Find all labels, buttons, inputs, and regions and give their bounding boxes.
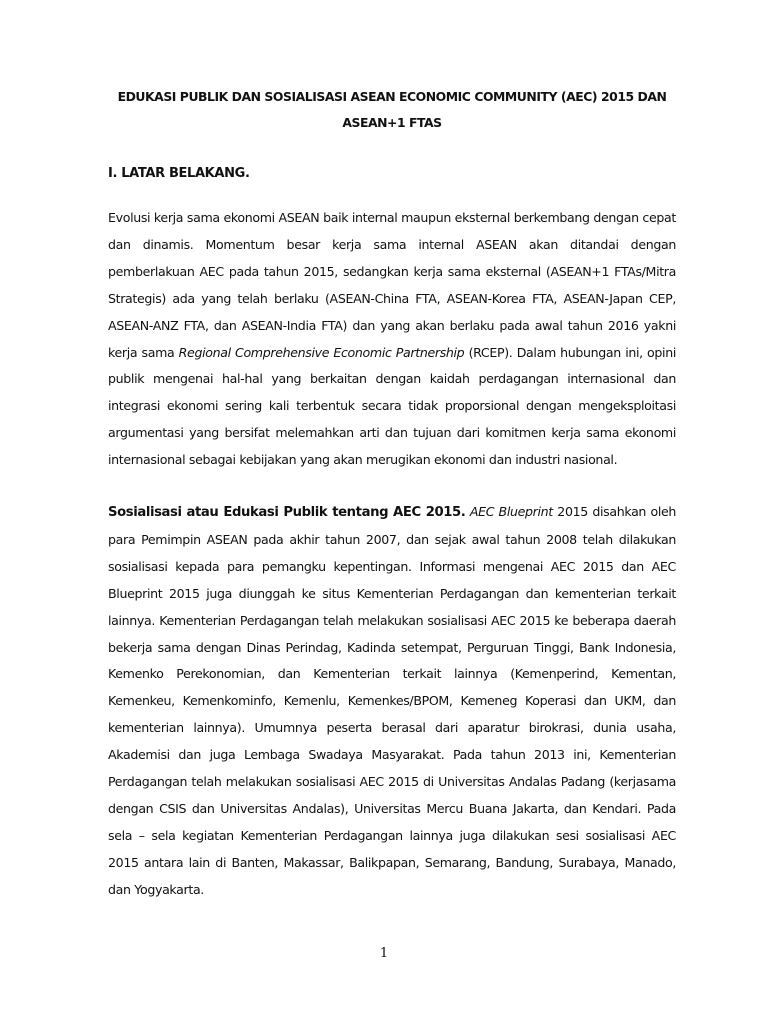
paragraph-background bbox=[108, 205, 676, 474]
run-in-heading: Sosialisasi atau Edukasi Publik tentang AEC 2015. bbox=[108, 505, 466, 520]
paragraph-2-italic-term: AEC Blueprint bbox=[469, 504, 553, 519]
paragraph-1-text-b: (RCEP). Dalam hubungan ini, opini publik mengenai hal-hal yang berkaitan dengan kaidah perdagangan internasional dan integrasi ekonomi sering kali terbentuk secara tidak proporsional dengan mengeksploitasi argumentasi yang bersifat melemahkan arti dan tujuan dari komitmen kerja sama ekonomi internasional sebagai kebijakan yang akan merugikan ekonomi dan industri nasional. bbox=[108, 344, 676, 468]
paragraph-2-text: 2015 disahkan oleh para Pemimpin ASEAN pada akhir tahun 2007, dan sejak awal tahun 2008 telah dilakukan sosialisasi kepada para pemangku kepentingan. Informasi mengenai AEC 2015 dan AEC Blueprint 2015 juga diunggah ke situs Kementerian Perdagangan dan kementerian terkait lainnya. Kementerian Perdagangan telah melakukan sosialisasi AEC 2015 ke beberapa daerah bekerja sama dengan Dinas Perindag, Kadinda setempat, Perguruan Tinggi, Bank Indonesia, Kemenko Perekonomian, dan Kementerian terkait lainnya (Kemenperind, Kementan, Kemenkeu, Kemenkominfo, Kemenlu, Kemenkes/BPOM, Kemeneg Koperasi dan UKM, dan kementerian lainnya). Umumnya peserta berasal dari aparatur birokrasi, dunia usaha, Akademisi dan juga Lembaga Swadaya Masyarakat. Pada tahun 2013 ini, Kementerian Perdagangan telah melakukan sosialisasi AEC 2015 di Universitas Andalas Padang (kerjasama dengan CSIS dan Universitas Andalas), Universitas Mercu Buana Jakarta, dan Kendari. Pada sela – sela kegiatan Kementerian Perdagangan lainnya juga dilakukan sesi sosialisasi AEC 2015 antara lain di Banten, Makassar, Balikpapan, Semarang, Bandung, Surabaya, Manado, dan Yogyakarta. bbox=[108, 504, 677, 897]
paragraph-1-italic-term: Regional Comprehensive Economic Partnership bbox=[178, 344, 465, 360]
page-number: 1 bbox=[379, 946, 389, 961]
section-heading: I. LATAR BELAKANG. bbox=[108, 166, 250, 181]
title-line-1: EDUKASI PUBLIK DAN SOSIALISASI ASEAN ECONOMIC COMMUNITY (AEC) 2015 DAN bbox=[117, 89, 667, 104]
paragraph-1-text-a: Evolusi kerja sama ekonomi ASEAN baik internal maupun eksternal berkembang dengan cepat dan dinamis. Momentum besar kerja sama internal ASEAN akan ditandai dengan pemberlakuan AEC pada tahun 2015, sedangkan kerja sama eksternal (ASEAN+1 FTAs/Mitra Strategis) ada yang telah berlaku (ASEAN-China FTA, ASEAN-Korea FTA, ASEAN-Japan CEP, ASEAN-ANZ FTA, dan ASEAN-India FTA) dan yang akan berlaku pada awal tahun 2016 yakni kerja sama bbox=[108, 210, 676, 360]
title-line-2: ASEAN+1 FTAS bbox=[342, 115, 442, 130]
paragraph-socialization bbox=[108, 499, 676, 904]
document-title bbox=[108, 84, 676, 136]
